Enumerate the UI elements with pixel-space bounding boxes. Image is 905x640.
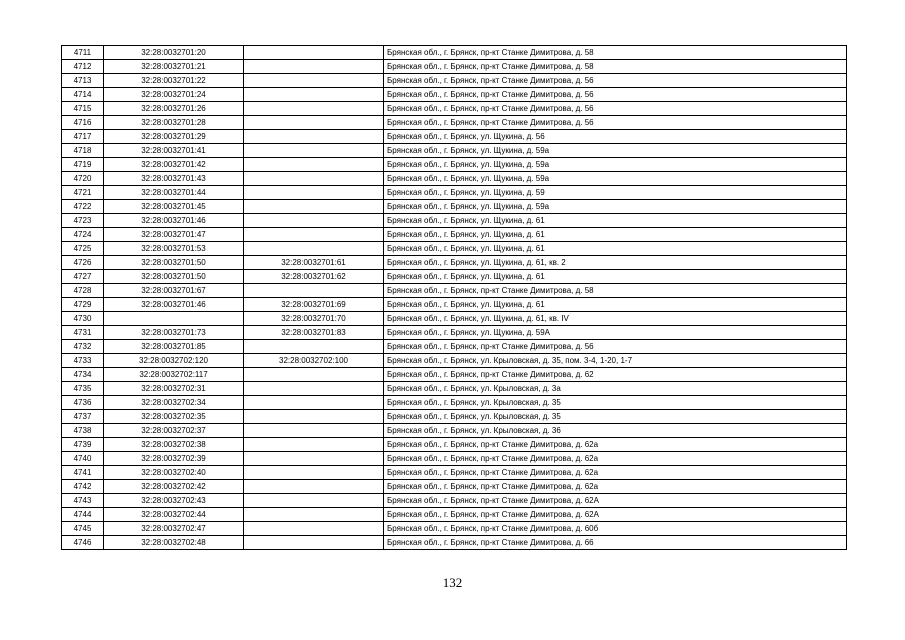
cadastral-number-cell: 32:28:0032701:53 — [104, 242, 244, 256]
related-cadastral-number-cell — [244, 144, 384, 158]
related-cadastral-number-cell — [244, 186, 384, 200]
table-row — [62, 144, 847, 158]
cadastral-number-cell: 32:28:0032702:37 — [104, 424, 244, 438]
address-cell: Брянская обл., г. Брянск, пр-кт Станке Димитрова, д. 56 — [384, 74, 847, 88]
table-row — [62, 410, 847, 424]
address-cell: Брянская обл., г. Брянск, ул. Щукина, д. 61 — [384, 298, 847, 312]
address-cell: Брянская обл., г. Брянск, ул. Щукина, д. 61 — [384, 242, 847, 256]
cadastral-number-cell: 32:28:0032702:120 — [104, 354, 244, 368]
row-number-cell: 4717 — [62, 130, 104, 144]
cadastral-number-cell: 32:28:0032701:41 — [104, 144, 244, 158]
row-number-cell: 4714 — [62, 88, 104, 102]
address-cell: Брянская обл., г. Брянск, ул. Щукина, д. 59а — [384, 200, 847, 214]
table-row — [62, 522, 847, 536]
address-cell: Брянская обл., г. Брянск, ул. Щукина, д. 59а — [384, 144, 847, 158]
row-number-cell: 4744 — [62, 508, 104, 522]
table-row — [62, 284, 847, 298]
related-cadastral-number-cell — [244, 60, 384, 74]
table-row — [62, 452, 847, 466]
table-row — [62, 508, 847, 522]
address-cell: Брянская обл., г. Брянск, ул. Щукина, д. 56 — [384, 130, 847, 144]
address-cell: Брянская обл., г. Брянск, пр-кт Станке Димитрова, д. 56 — [384, 340, 847, 354]
related-cadastral-number-cell: 32:28:0032701:69 — [244, 298, 384, 312]
row-number-cell: 4742 — [62, 480, 104, 494]
table-row — [62, 382, 847, 396]
table-row — [62, 270, 847, 284]
related-cadastral-number-cell — [244, 172, 384, 186]
cadastral-number-cell — [104, 312, 244, 326]
address-cell: Брянская обл., г. Брянск, пр-кт Станке Димитрова, д. 62а — [384, 480, 847, 494]
cadastral-table — [61, 45, 847, 550]
related-cadastral-number-cell — [244, 242, 384, 256]
address-cell: Брянская обл., г. Брянск, пр-кт Станке Димитрова, д. 62А — [384, 508, 847, 522]
row-number-cell: 4721 — [62, 186, 104, 200]
address-cell: Брянская обл., г. Брянск, пр-кт Станке Димитрова, д. 62А — [384, 494, 847, 508]
table-row — [62, 74, 847, 88]
address-cell: Брянская обл., г. Брянск, ул. Крыловская, д. 36 — [384, 424, 847, 438]
related-cadastral-number-cell — [244, 74, 384, 88]
table-body — [62, 46, 847, 550]
row-number-cell: 4712 — [62, 60, 104, 74]
related-cadastral-number-cell — [244, 508, 384, 522]
cadastral-number-cell: 32:28:0032702:44 — [104, 508, 244, 522]
table-row — [62, 130, 847, 144]
table-row — [62, 354, 847, 368]
cadastral-number-cell: 32:28:0032702:47 — [104, 522, 244, 536]
cadastral-number-cell: 32:28:0032701:50 — [104, 256, 244, 270]
cadastral-number-cell: 32:28:0032701:42 — [104, 158, 244, 172]
address-cell: Брянская обл., г. Брянск, ул. Крыловская, д. 35 — [384, 396, 847, 410]
address-cell: Брянская обл., г. Брянск, ул. Щукина, д. 61 — [384, 228, 847, 242]
address-cell: Брянская обл., г. Брянск, пр-кт Станке Димитрова, д. 58 — [384, 46, 847, 60]
related-cadastral-number-cell — [244, 368, 384, 382]
cadastral-number-cell: 32:28:0032702:38 — [104, 438, 244, 452]
address-cell: Брянская обл., г. Брянск, ул. Щукина, д. 61, кв. IV — [384, 312, 847, 326]
cadastral-number-cell: 32:28:0032702:42 — [104, 480, 244, 494]
address-cell: Брянская обл., г. Брянск, ул. Крыловская, д. 3а — [384, 382, 847, 396]
related-cadastral-number-cell — [244, 158, 384, 172]
page-number: 132 — [442, 575, 463, 590]
table-row — [62, 158, 847, 172]
related-cadastral-number-cell: 32:28:0032701:83 — [244, 326, 384, 340]
row-number-cell: 4735 — [62, 382, 104, 396]
related-cadastral-number-cell: 32:28:0032701:70 — [244, 312, 384, 326]
table-row — [62, 200, 847, 214]
row-number-cell: 4722 — [62, 200, 104, 214]
table-row — [62, 102, 847, 116]
related-cadastral-number-cell — [244, 466, 384, 480]
table-row — [62, 256, 847, 270]
related-cadastral-number-cell — [244, 494, 384, 508]
row-number-cell: 4715 — [62, 102, 104, 116]
related-cadastral-number-cell — [244, 88, 384, 102]
row-number-cell: 4730 — [62, 312, 104, 326]
table-row — [62, 116, 847, 130]
address-cell: Брянская обл., г. Брянск, пр-кт Станке Димитрова, д. 58 — [384, 284, 847, 298]
related-cadastral-number-cell — [244, 130, 384, 144]
address-cell: Брянская обл., г. Брянск, пр-кт Станке Димитрова, д. 66 — [384, 536, 847, 550]
related-cadastral-number-cell — [244, 382, 384, 396]
row-number-cell: 4728 — [62, 284, 104, 298]
table-row — [62, 536, 847, 550]
row-number-cell: 4743 — [62, 494, 104, 508]
address-cell: Брянская обл., г. Брянск, ул. Щукина, д. 61 — [384, 270, 847, 284]
address-cell: Брянская обл., г. Брянск, ул. Крыловская, д. 35 — [384, 410, 847, 424]
related-cadastral-number-cell — [244, 438, 384, 452]
address-cell: Брянская обл., г. Брянск, пр-кт Станке Димитрова, д. 58 — [384, 60, 847, 74]
row-number-cell: 4724 — [62, 228, 104, 242]
table-row — [62, 424, 847, 438]
table-row — [62, 480, 847, 494]
cadastral-number-cell: 32:28:0032702:117 — [104, 368, 244, 382]
table-row — [62, 396, 847, 410]
row-number-cell: 4741 — [62, 466, 104, 480]
table-row — [62, 46, 847, 60]
cadastral-number-cell: 32:28:0032701:85 — [104, 340, 244, 354]
cadastral-number-cell: 32:28:0032701:45 — [104, 200, 244, 214]
related-cadastral-number-cell — [244, 102, 384, 116]
related-cadastral-number-cell — [244, 536, 384, 550]
related-cadastral-number-cell — [244, 340, 384, 354]
table-row — [62, 368, 847, 382]
cadastral-number-cell: 32:28:0032702:39 — [104, 452, 244, 466]
row-number-cell: 4719 — [62, 158, 104, 172]
row-number-cell: 4732 — [62, 340, 104, 354]
address-cell: Брянская обл., г. Брянск, пр-кт Станке Димитрова, д. 62а — [384, 466, 847, 480]
cadastral-number-cell: 32:28:0032701:43 — [104, 172, 244, 186]
related-cadastral-number-cell: 32:28:0032702:100 — [244, 354, 384, 368]
row-number-cell: 4737 — [62, 410, 104, 424]
related-cadastral-number-cell — [244, 46, 384, 60]
cadastral-number-cell: 32:28:0032701:46 — [104, 298, 244, 312]
table-row — [62, 60, 847, 74]
row-number-cell: 4723 — [62, 214, 104, 228]
cadastral-number-cell: 32:28:0032701:21 — [104, 60, 244, 74]
table-row — [62, 298, 847, 312]
cadastral-number-cell: 32:28:0032702:35 — [104, 410, 244, 424]
table-row — [62, 438, 847, 452]
row-number-cell: 4720 — [62, 172, 104, 186]
address-cell: Брянская обл., г. Брянск, ул. Крыловская, д. 35, пом. 3-4, 1-20, 1-7 — [384, 354, 847, 368]
row-number-cell: 4734 — [62, 368, 104, 382]
cadastral-number-cell: 32:28:0032702:40 — [104, 466, 244, 480]
table-row — [62, 214, 847, 228]
row-number-cell: 4726 — [62, 256, 104, 270]
row-number-cell: 4738 — [62, 424, 104, 438]
row-number-cell: 4711 — [62, 46, 104, 60]
table-row — [62, 242, 847, 256]
address-cell: Брянская обл., г. Брянск, пр-кт Станке Димитрова, д. 56 — [384, 88, 847, 102]
address-cell: Брянская обл., г. Брянск, ул. Щукина, д. 61, кв. 2 — [384, 256, 847, 270]
related-cadastral-number-cell — [244, 522, 384, 536]
related-cadastral-number-cell: 32:28:0032701:61 — [244, 256, 384, 270]
address-cell: Брянская обл., г. Брянск, ул. Щукина, д. 59А — [384, 326, 847, 340]
related-cadastral-number-cell: 32:28:0032701:62 — [244, 270, 384, 284]
related-cadastral-number-cell — [244, 424, 384, 438]
related-cadastral-number-cell — [244, 214, 384, 228]
cadastral-number-cell: 32:28:0032701:22 — [104, 74, 244, 88]
related-cadastral-number-cell — [244, 396, 384, 410]
cadastral-number-cell: 32:28:0032701:47 — [104, 228, 244, 242]
row-number-cell: 4746 — [62, 536, 104, 550]
row-number-cell: 4740 — [62, 452, 104, 466]
cadastral-number-cell: 32:28:0032701:67 — [104, 284, 244, 298]
row-number-cell: 4713 — [62, 74, 104, 88]
cadastral-number-cell: 32:28:0032701:29 — [104, 130, 244, 144]
row-number-cell: 4733 — [62, 354, 104, 368]
cadastral-number-cell: 32:28:0032701:20 — [104, 46, 244, 60]
cadastral-number-cell: 32:28:0032702:31 — [104, 382, 244, 396]
address-cell: Брянская обл., г. Брянск, пр-кт Станке Димитрова, д. 56 — [384, 102, 847, 116]
related-cadastral-number-cell — [244, 116, 384, 130]
cadastral-number-cell: 32:28:0032702:43 — [104, 494, 244, 508]
row-number-cell: 4731 — [62, 326, 104, 340]
address-cell: Брянская обл., г. Брянск, пр-кт Станке Димитрова, д. 62а — [384, 452, 847, 466]
table-row — [62, 172, 847, 186]
related-cadastral-number-cell — [244, 410, 384, 424]
row-number-cell: 4725 — [62, 242, 104, 256]
cadastral-number-cell: 32:28:0032701:50 — [104, 270, 244, 284]
cadastral-number-cell: 32:28:0032701:46 — [104, 214, 244, 228]
table-row — [62, 326, 847, 340]
related-cadastral-number-cell — [244, 228, 384, 242]
cadastral-number-cell: 32:28:0032701:28 — [104, 116, 244, 130]
address-cell: Брянская обл., г. Брянск, ул. Щукина, д. 59 — [384, 186, 847, 200]
table-row — [62, 88, 847, 102]
related-cadastral-number-cell — [244, 452, 384, 466]
row-number-cell: 4739 — [62, 438, 104, 452]
address-cell: Брянская обл., г. Брянск, пр-кт Станке Димитрова, д. 56 — [384, 116, 847, 130]
related-cadastral-number-cell — [244, 480, 384, 494]
address-cell: Брянская обл., г. Брянск, ул. Щукина, д. 59а — [384, 158, 847, 172]
table-row — [62, 312, 847, 326]
address-cell: Брянская обл., г. Брянск, пр-кт Станке Димитрова, д. 62 — [384, 368, 847, 382]
cadastral-number-cell: 32:28:0032701:24 — [104, 88, 244, 102]
table-row — [62, 466, 847, 480]
table-row — [62, 340, 847, 354]
row-number-cell: 4729 — [62, 298, 104, 312]
row-number-cell: 4736 — [62, 396, 104, 410]
address-cell: Брянская обл., г. Брянск, пр-кт Станке Димитрова, д. 60б — [384, 522, 847, 536]
table-row — [62, 228, 847, 242]
address-cell: Брянская обл., г. Брянск, ул. Щукина, д. 61 — [384, 214, 847, 228]
cadastral-number-cell: 32:28:0032702:48 — [104, 536, 244, 550]
row-number-cell: 4745 — [62, 522, 104, 536]
row-number-cell: 4716 — [62, 116, 104, 130]
related-cadastral-number-cell — [244, 200, 384, 214]
table-row — [62, 186, 847, 200]
row-number-cell: 4718 — [62, 144, 104, 158]
cadastral-number-cell: 32:28:0032701:73 — [104, 326, 244, 340]
address-cell: Брянская обл., г. Брянск, пр-кт Станке Димитрова, д. 62а — [384, 438, 847, 452]
related-cadastral-number-cell — [244, 284, 384, 298]
cadastral-number-cell: 32:28:0032701:44 — [104, 186, 244, 200]
address-cell: Брянская обл., г. Брянск, ул. Щукина, д. 59а — [384, 172, 847, 186]
cadastral-number-cell: 32:28:0032702:34 — [104, 396, 244, 410]
cadastral-number-cell: 32:28:0032701:26 — [104, 102, 244, 116]
table-row — [62, 494, 847, 508]
row-number-cell: 4727 — [62, 270, 104, 284]
